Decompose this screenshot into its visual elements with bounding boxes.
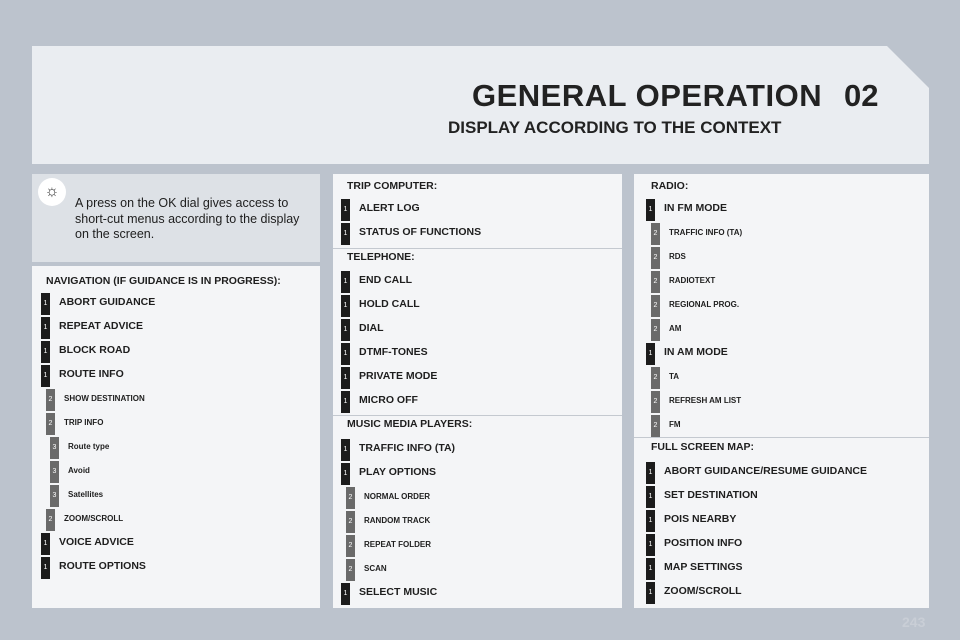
menu-item-label: ROUTE OPTIONS <box>59 560 146 572</box>
menu-item-label: SCAN <box>364 564 387 573</box>
menu-item-label: STATUS OF FUNCTIONS <box>359 226 482 238</box>
menu-item-label: FM <box>669 420 681 429</box>
section-title-radio: RADIO: <box>651 180 689 192</box>
level-badge: 2 <box>346 487 355 509</box>
level-badge: 2 <box>651 391 660 413</box>
level-badge: 2 <box>651 367 660 389</box>
level-badge: 2 <box>46 389 55 411</box>
menu-item-label: ABORT GUIDANCE <box>59 296 156 308</box>
menu-item-label: ZOOM/SCROLL <box>664 585 742 597</box>
menu-item-label: SHOW DESTINATION <box>64 394 145 403</box>
level-badge: 1 <box>341 439 350 461</box>
menu-item-label: VOICE ADVICE <box>59 536 134 548</box>
menu-item-label: ALERT LOG <box>359 202 420 214</box>
level-badge: 1 <box>646 199 655 221</box>
menu-item-label: REPEAT FOLDER <box>364 540 431 549</box>
level-badge: 1 <box>646 486 655 508</box>
menu-item-label: Satellites <box>68 490 104 499</box>
menu-item-label: AM <box>669 324 682 333</box>
level-badge: 1 <box>341 583 350 605</box>
level-badge: 2 <box>346 559 355 581</box>
level-badge: 2 <box>46 509 55 531</box>
level-badge: 2 <box>651 415 660 437</box>
menu-item-label: MAP SETTINGS <box>664 561 743 573</box>
level-badge: 2 <box>46 413 55 435</box>
level-badge: 1 <box>646 534 655 556</box>
menu-item-label: PRIVATE MODE <box>359 370 438 382</box>
menu-item-label: PLAY OPTIONS <box>359 466 437 478</box>
menu-item-label: IN AM MODE <box>664 346 728 358</box>
chapter-number: 02 <box>844 78 879 113</box>
section-divider <box>333 248 622 249</box>
light-icon: ☼ <box>38 178 66 206</box>
level-badge: 1 <box>41 341 50 363</box>
menu-item-label: REFRESH AM LIST <box>669 396 742 405</box>
level-badge: 1 <box>341 367 350 389</box>
level-badge: 2 <box>346 535 355 557</box>
menu-item-label: ROUTE INFO <box>59 368 124 380</box>
menu-item-label: RANDOM TRACK <box>364 516 431 525</box>
menu-item-label: REGIONAL PROG. <box>669 300 740 309</box>
level-badge: 1 <box>341 463 350 485</box>
level-badge: 2 <box>651 271 660 293</box>
menu-item-label: BLOCK ROAD <box>59 344 131 356</box>
level-badge: 3 <box>50 437 59 459</box>
level-badge: 1 <box>341 391 350 413</box>
menu-item-label: IN FM MODE <box>664 202 727 214</box>
level-badge: 1 <box>41 293 50 315</box>
menu-item-label: POIS NEARBY <box>664 513 737 525</box>
menu-item-label: Avoid <box>68 466 90 475</box>
level-badge: 1 <box>646 462 655 484</box>
section-divider <box>634 437 929 438</box>
level-badge: 2 <box>651 223 660 245</box>
section-title-music: MUSIC MEDIA PLAYERS: <box>347 418 473 430</box>
menu-item-label: END CALL <box>359 274 413 286</box>
menu-item-label: ZOOM/SCROLL <box>64 514 124 523</box>
level-badge: 1 <box>341 319 350 341</box>
menu-item-label: REPEAT ADVICE <box>59 320 144 332</box>
level-badge: 1 <box>646 343 655 365</box>
navigation-panel <box>32 266 320 608</box>
level-badge: 1 <box>341 199 350 221</box>
level-badge: 2 <box>651 247 660 269</box>
level-badge: 1 <box>341 295 350 317</box>
menu-item-label: HOLD CALL <box>359 298 420 310</box>
page-number: 243 <box>902 614 926 630</box>
tip-text: A press on the OK dial gives access to short-cut menus according to the display on the screen. <box>75 196 300 241</box>
section-title-full-screen-map: FULL SCREEN MAP: <box>651 441 755 453</box>
level-badge: 3 <box>50 461 59 483</box>
level-badge: 1 <box>646 510 655 532</box>
level-badge: 2 <box>346 511 355 533</box>
menu-item-label: ABORT GUIDANCE/RESUME GUIDANCE <box>664 465 868 477</box>
menu-item-label: TRAFFIC INFO (TA) <box>359 442 456 454</box>
menu-item-label: SELECT MUSIC <box>359 586 438 598</box>
level-badge: 1 <box>646 582 655 604</box>
section-title-navigation: NAVIGATION (IF GUIDANCE IS IN PROGRESS): <box>46 275 281 287</box>
section-title-trip-computer: TRIP COMPUTER: <box>347 180 438 192</box>
level-badge: 1 <box>646 558 655 580</box>
level-badge: 1 <box>41 317 50 339</box>
level-badge: 1 <box>341 271 350 293</box>
menu-item-label: NORMAL ORDER <box>364 492 431 501</box>
level-badge: 1 <box>341 223 350 245</box>
menu-item-label: POSITION INFO <box>664 537 743 549</box>
menu-item-label: TRAFFIC INFO (TA) <box>669 228 743 237</box>
section-divider <box>333 415 622 416</box>
level-badge: 2 <box>651 295 660 317</box>
menu-item-label: RADIOTEXT <box>669 276 716 285</box>
menu-item-label: TRIP INFO <box>64 418 104 427</box>
menu-item-label: MICRO OFF <box>359 394 418 406</box>
level-badge: 1 <box>41 533 50 555</box>
menu-item-label: DIAL <box>359 322 384 334</box>
menu-item-label: Route type <box>68 442 110 451</box>
level-badge: 1 <box>41 365 50 387</box>
level-badge: 2 <box>651 319 660 341</box>
menu-item-label: SET DESTINATION <box>664 489 758 501</box>
menu-item-label: TA <box>669 372 680 381</box>
page-subtitle: DISPLAY ACCORDING TO THE CONTEXT <box>448 118 782 137</box>
page-title: GENERAL OPERATION <box>472 78 823 113</box>
section-title-telephone: TELEPHONE: <box>347 251 415 263</box>
level-badge: 1 <box>341 343 350 365</box>
level-badge: 1 <box>41 557 50 579</box>
level-badge: 3 <box>50 485 59 507</box>
menu-item-label: DTMF-TONES <box>359 346 428 358</box>
menu-item-label: RDS <box>669 252 686 261</box>
